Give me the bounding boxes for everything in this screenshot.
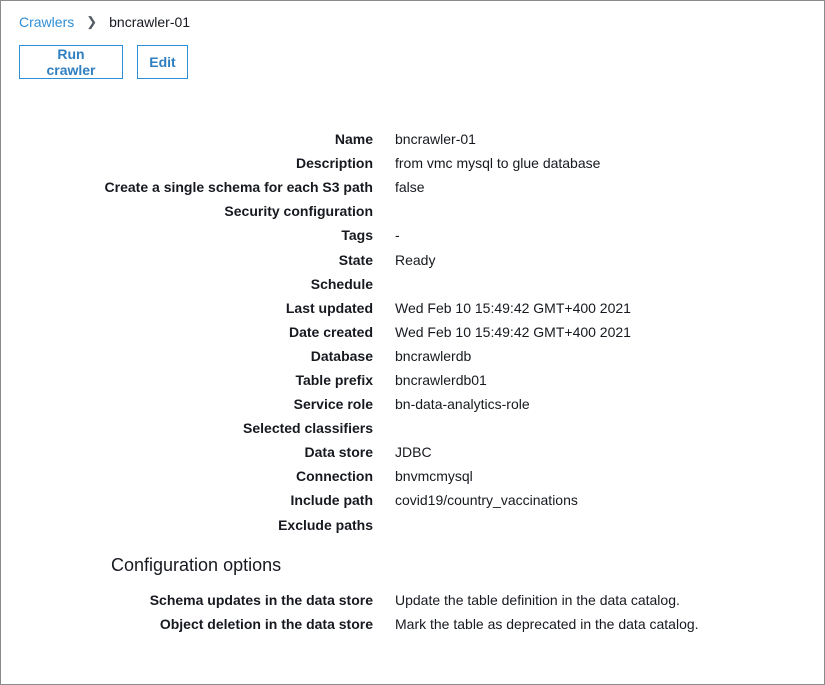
detail-row (0, 127, 825, 151)
chevron-right-icon: ❯ (86, 14, 98, 29)
detail-label: Date created (288, 323, 373, 340)
detail-row (0, 272, 825, 296)
detail-label: Service role (293, 396, 373, 413)
detail-value: Wed Feb 10 15:49:42 GMT+400 2021 (395, 323, 631, 340)
detail-value: Wed Feb 10 15:49:42 GMT+400 2021 (395, 299, 631, 316)
crawler-details (0, 127, 825, 537)
detail-value: JDBC (395, 444, 432, 461)
breadcrumb (19, 14, 190, 30)
detail-value: bncrawlerdb (395, 347, 472, 364)
detail-row (0, 612, 825, 636)
detail-value: Mark the table as deprecated in the data catalog. (395, 616, 699, 633)
detail-value: bn-data-analytics-role (395, 396, 530, 413)
detail-row (0, 320, 825, 344)
detail-row (0, 296, 825, 320)
detail-label: Data store (304, 444, 373, 461)
detail-label: Table prefix (295, 371, 373, 388)
detail-value: bnvmcmysql (395, 468, 473, 485)
detail-label: Name (334, 131, 373, 148)
detail-label: Include path (290, 492, 373, 509)
detail-label: Selected classifiers (243, 420, 373, 437)
detail-row (0, 247, 825, 271)
config-heading: Configuration options (111, 555, 282, 575)
detail-label: Tags (341, 227, 373, 244)
detail-label: Connection (296, 468, 373, 485)
detail-row (0, 440, 825, 464)
detail-row (0, 199, 825, 223)
detail-label: Create a single schema for each S3 path (104, 179, 373, 196)
detail-label: Description (295, 155, 373, 172)
detail-row (0, 344, 825, 368)
detail-value: false (395, 179, 425, 196)
detail-label: State (338, 251, 373, 268)
config-details (0, 588, 825, 636)
edit-button[interactable]: Edit (137, 45, 188, 79)
detail-row (0, 392, 825, 416)
detail-label: Last updated (285, 299, 373, 316)
detail-label: Security configuration (224, 203, 373, 220)
detail-row (0, 416, 825, 440)
detail-label: Schedule (310, 275, 373, 292)
detail-row (0, 175, 825, 199)
detail-row (0, 223, 825, 247)
breadcrumb-current: bncrawler-01 (109, 14, 191, 30)
detail-row (0, 151, 825, 175)
detail-value: bncrawlerdb01 (395, 371, 487, 388)
breadcrumb-crawlers-link[interactable]: Crawlers (19, 14, 75, 30)
detail-row (0, 588, 825, 612)
detail-row (0, 368, 825, 392)
detail-value: - (395, 227, 400, 244)
detail-label: Database (310, 347, 373, 364)
detail-value: Update the table definition in the data catalog. (395, 592, 680, 609)
run-crawler-button[interactable]: Run crawler (19, 45, 123, 79)
detail-label: Exclude paths (278, 516, 373, 533)
detail-row (0, 464, 825, 488)
detail-value: bncrawler-01 (395, 131, 476, 148)
detail-row (0, 488, 825, 512)
detail-value: Ready (395, 251, 436, 268)
detail-row (0, 513, 825, 537)
detail-value: from vmc mysql to glue database (395, 155, 601, 172)
detail-label: Object deletion in the data store (159, 616, 373, 633)
detail-label: Schema updates in the data store (149, 592, 373, 609)
detail-value: covid19/country_vaccinations (395, 492, 578, 509)
